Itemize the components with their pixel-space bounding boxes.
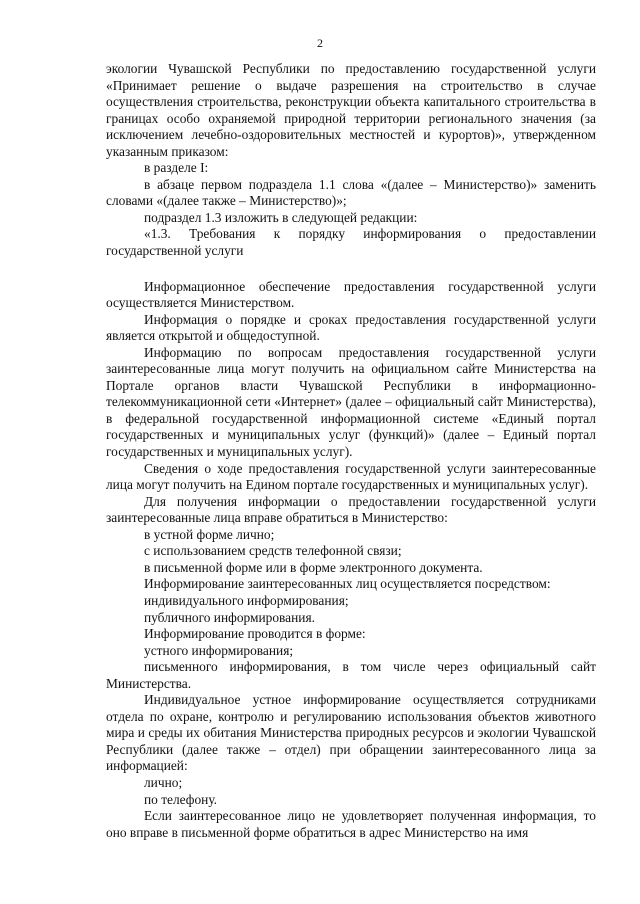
paragraph: Информация о порядке и сроках предоставления государственной услуги является открытой и общедоступной. bbox=[106, 311, 596, 344]
paragraph: Информирование заинтересованных лиц осуществляется посредством: bbox=[144, 576, 551, 592]
paragraph: в устной форме лично; bbox=[144, 526, 275, 542]
page-number: 2 bbox=[317, 36, 323, 50]
paragraph: Информационное обеспечение предоставления государственной услуги осуществляется Министерством. bbox=[106, 278, 596, 311]
paragraph: Для получения информации о предоставлении государственной услуги заинтересованные лица вправе обратиться в Министерство: bbox=[106, 493, 596, 526]
paragraph: индивидуального информирования; bbox=[144, 592, 349, 608]
paragraph: Сведения о ходе предоставления государственной услуги заинтересованные лица могут получить на Едином портале государственных и муниципальных услуг). bbox=[106, 460, 596, 493]
paragraph: в абзаце первом подраздела 1.1 слова «(далее – Министерство)» заменить словами «(далее также – Министерство)»; bbox=[106, 176, 596, 209]
paragraph: в разделе I: bbox=[144, 160, 209, 176]
paragraph: в письменной форме или в форме электронного документа. bbox=[144, 559, 483, 575]
paragraph-spacer bbox=[106, 260, 596, 279]
paragraph: публичного информирования. bbox=[144, 609, 315, 625]
paragraph: устного информирования; bbox=[144, 642, 294, 658]
paragraph: «1.3. Требования к порядку информирования о предоставлении государственной услуги bbox=[106, 226, 596, 259]
paragraph: по телефону. bbox=[144, 791, 218, 807]
paragraph: письменного информирования, в том числе через официальный сайт Министерства. bbox=[106, 659, 596, 691]
document-body bbox=[106, 61, 596, 841]
paragraph: экологии Чувашской Республики по предоставлению государственной услуги «Принимает решение о выдаче разрешения на строительство в случае осуществления строительства, реконструкции объекта капитального строительства в границах особо охраняемой природной территории регионального значения (за исключением лечебно-оздоровительных местностей и курортов)», утвержденном указанным приказом: bbox=[106, 61, 596, 159]
paragraph: Информирование проводится в форме: bbox=[144, 626, 366, 642]
paragraph: подраздел 1.3 изложить в следующей редакции: bbox=[144, 209, 418, 225]
paragraph: с использованием средств телефонной связи; bbox=[144, 543, 402, 559]
paragraph: Информацию по вопросам предоставления государственной услуги заинтересованные лица могут получить на официальном сайте Министерства на Портале органов власти Чувашской Республики в информационно-телекоммуникационной сети «Интернет» (далее – официальный сайт Министерства), в федеральной государственной информационной системе «Единый портал государственных и муниципальных услуг (функций)» (далее – Единый портал государственных и муниципальных услуг). bbox=[106, 344, 596, 460]
paragraph: Индивидуальное устное информирование осуществляется сотрудниками отдела по охране, контролю и регулированию использования объектов животного мира и среды их обитания Министерства природных ресурсов и экологии Чувашской Республики (далее также – отдел) при обращении заинтересованного лица за информацией: bbox=[106, 692, 596, 774]
paragraph: Если заинтересованное лицо не удовлетворяет полученная информация, то оно вправе в письменной форме обратиться в адрес Министерство на имя bbox=[106, 808, 596, 840]
paragraph: лично; bbox=[144, 774, 183, 790]
